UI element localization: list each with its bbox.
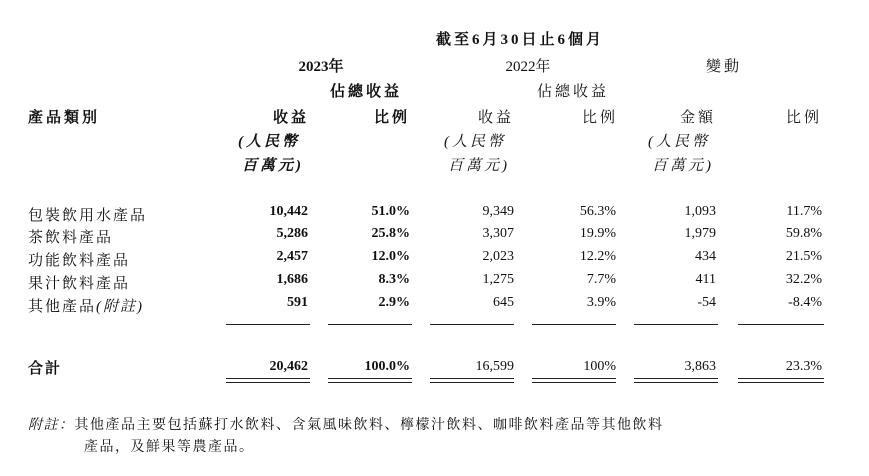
pct-2023-cell: 51.0% <box>371 204 410 219</box>
revenue-2023-cell: 2,457 <box>276 249 308 264</box>
footnote-reference: (附註) <box>96 299 145 315</box>
change-pct-cell: -8.4% <box>788 295 822 310</box>
revenue-2023-cell: 591 <box>287 295 308 310</box>
change-pct-cell: 59.8% <box>785 226 822 241</box>
row-label-main: 其他產品 <box>28 299 97 315</box>
total-pct-2023: 100.0% <box>364 359 410 374</box>
total-revenue-2023: 20,462 <box>269 359 308 374</box>
change-amount-cell: 434 <box>695 249 716 264</box>
unit-2022-line1: (人民幣 <box>444 134 506 150</box>
year-2022-header: 2022年 <box>505 59 551 75</box>
unit-change-line2: 百萬元) <box>652 158 714 174</box>
revenue-2022-cell: 2,023 <box>482 249 514 264</box>
change-ratio-header: 比例 <box>785 110 822 126</box>
category-header: 產品類別 <box>28 110 101 126</box>
total-label: 合計 <box>28 361 63 377</box>
footnote-prefix: 附註： <box>28 418 75 433</box>
unit-change-line1: (人民幣 <box>648 134 710 150</box>
period-header: 截至6月30日止6個月 <box>436 32 605 48</box>
pct-2023-cell: 2.9% <box>378 295 410 310</box>
row-label: 功能飲料產品 <box>28 253 131 269</box>
pct-2023-cell: 12.0% <box>371 249 410 264</box>
unit-2023-line2: 百萬元) <box>242 158 304 174</box>
pct-2022-cell: 7.7% <box>586 272 616 287</box>
ratio-2023-header: 比例 <box>373 110 410 126</box>
pct-2022-cell: 19.9% <box>579 226 616 241</box>
total-change-amount: 3,863 <box>684 359 716 374</box>
change-amount-cell: -54 <box>697 295 716 310</box>
subtotal-rule <box>738 324 824 325</box>
total-revenue-2022: 16,599 <box>475 359 514 374</box>
change-amount-cell: 1,979 <box>684 226 716 241</box>
total-change-pct: 23.3% <box>785 359 822 374</box>
revenue-2022-cell: 645 <box>493 295 514 310</box>
total-double-rule <box>738 378 824 383</box>
total-pct-2022: 100% <box>583 359 616 374</box>
revenue-2022-cell: 1,275 <box>482 272 514 287</box>
change-header: 變動 <box>706 59 743 75</box>
pct-2022-cell: 12.2% <box>579 249 616 264</box>
pct-of-revenue-2022-header: 佔總收益 <box>537 84 610 100</box>
revenue-2023-cell: 1,686 <box>276 272 308 287</box>
pct-2022-cell: 3.9% <box>586 295 616 310</box>
footnote-line2: 產品，及鮮果等農產品。 <box>84 440 255 455</box>
pct-2022-cell: 56.3% <box>579 204 616 219</box>
revenue-2022-cell: 3,307 <box>482 226 514 241</box>
revenue-2022-cell: 9,349 <box>482 204 514 219</box>
subtotal-rule <box>226 324 310 325</box>
amount-header: 金額 <box>679 110 716 126</box>
row-label: 包裝飲用水產品 <box>28 208 148 224</box>
change-pct-cell: 21.5% <box>785 249 822 264</box>
change-amount-cell: 411 <box>695 272 716 287</box>
revenue-2023-cell: 10,442 <box>269 204 308 219</box>
year-2023-header: 2023年 <box>298 59 344 75</box>
total-double-rule <box>430 378 514 383</box>
pct-2023-cell: 8.3% <box>378 272 410 287</box>
total-double-rule <box>226 378 310 383</box>
revenue-2023-header: 收益 <box>272 110 309 126</box>
revenue-2022-header: 收益 <box>477 110 514 126</box>
change-pct-cell: 11.7% <box>786 204 822 219</box>
subtotal-rule <box>328 324 412 325</box>
change-amount-cell: 1,093 <box>684 204 716 219</box>
subtotal-rule <box>634 324 718 325</box>
footnote <box>28 414 664 434</box>
subtotal-rule <box>532 324 616 325</box>
footnote-line1: 其他產品主要包括蘇打水飲料、含氣風味飲料、檸檬汁飲料、咖啡飲料產品等其他飲料 <box>74 418 664 433</box>
row-label-other <box>28 295 144 316</box>
total-double-rule <box>532 378 616 383</box>
unit-2023-line1: (人民幣 <box>238 134 300 150</box>
row-label: 茶飲料產品 <box>28 230 114 246</box>
total-double-rule <box>328 378 412 383</box>
subtotal-rule <box>430 324 514 325</box>
row-label: 果汁飲料產品 <box>28 276 131 292</box>
pct-2023-cell: 25.8% <box>371 226 410 241</box>
change-pct-cell: 32.2% <box>785 272 822 287</box>
unit-2022-line2: 百萬元) <box>448 158 510 174</box>
pct-of-revenue-2023-header: 佔總收益 <box>330 84 403 100</box>
revenue-2023-cell: 5,286 <box>276 226 308 241</box>
ratio-2022-header: 比例 <box>581 110 618 126</box>
total-double-rule <box>634 378 718 383</box>
